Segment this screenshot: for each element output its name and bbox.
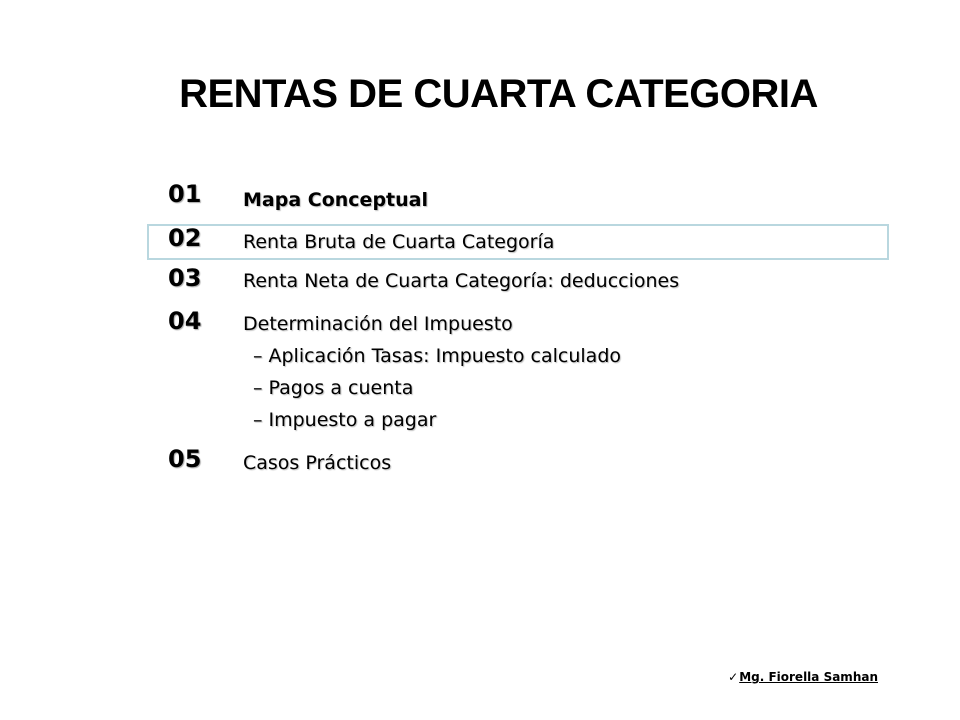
sub-item-dash: – <box>253 409 263 431</box>
sub-item-dash: – <box>253 377 263 399</box>
author-credit <box>728 670 878 684</box>
item-number-02: 02 <box>168 224 202 252</box>
sub-item-dash: – <box>253 345 263 367</box>
sub-item-pagos-a-cuenta[interactable] <box>253 377 413 399</box>
sub-item-label: Aplicación Tasas: Impuesto calculado <box>268 345 622 367</box>
check-icon: ✓ <box>728 670 739 684</box>
item-number-04: 04 <box>168 307 202 335</box>
sub-item-aplicacion-tasas[interactable] <box>253 345 621 367</box>
sub-item-label: Impuesto a pagar <box>268 409 437 431</box>
sub-item-impuesto-a-pagar[interactable] <box>253 409 436 431</box>
item-number-01: 01 <box>168 180 202 208</box>
item-label-renta-neta[interactable]: Renta Neta de Cuarta Categoría: deducciones <box>243 270 680 292</box>
item-label-renta-bruta[interactable]: Renta Bruta de Cuarta Categoría <box>243 231 555 253</box>
item-number-05: 05 <box>168 445 202 473</box>
sub-item-label: Pagos a cuenta <box>268 377 414 399</box>
slide-title: RENTAS DE CUARTA CATEGORIA <box>179 72 818 116</box>
item-label-mapa-conceptual[interactable]: Mapa Conceptual <box>243 189 428 211</box>
item-number-03: 03 <box>168 264 202 292</box>
item-label-casos-practicos[interactable]: Casos Prácticos <box>243 452 392 474</box>
item-label-determinacion[interactable]: Determinación del Impuesto <box>243 313 513 335</box>
author-name: Mg. Fiorella Samhan <box>739 670 878 684</box>
